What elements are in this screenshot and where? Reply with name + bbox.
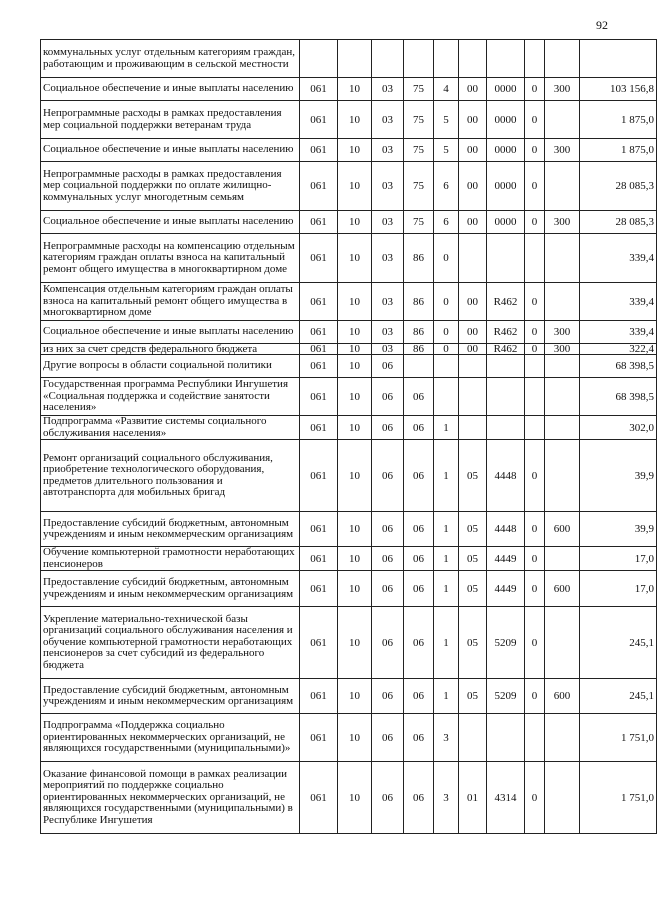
row-code-rz: 10 (338, 211, 372, 234)
row-code-grbs: 061 (300, 344, 338, 355)
table-row (41, 234, 657, 283)
table-row (41, 162, 657, 211)
row-code-p1: 86 (404, 321, 434, 344)
row-code-rz: 10 (338, 440, 372, 512)
row-amount: 1 875,0 (580, 101, 657, 139)
row-code-p1 (404, 355, 434, 378)
row-code-p1 (404, 40, 434, 78)
row-code-p5: 0 (525, 211, 545, 234)
row-code-p2: 0 (434, 234, 459, 283)
row-code-vr (545, 714, 580, 762)
row-amount: 28 085,3 (580, 162, 657, 211)
row-code-pr: 06 (372, 762, 404, 834)
row-code-vr (545, 101, 580, 139)
row-description: Подпрограмма «Развитие системы социального обслуживания населения» (41, 416, 300, 440)
row-code-p5: 0 (525, 440, 545, 512)
row-code-vr: 300 (545, 78, 580, 101)
row-code-p1: 06 (404, 607, 434, 679)
row-code-p4: R462 (487, 344, 525, 355)
table-row (41, 571, 657, 607)
row-code-grbs: 061 (300, 512, 338, 547)
row-amount: 1 751,0 (580, 762, 657, 834)
row-code-p4 (487, 416, 525, 440)
row-code-p5: 0 (525, 321, 545, 344)
row-code-pr: 06 (372, 714, 404, 762)
row-code-grbs: 061 (300, 234, 338, 283)
row-code-pr: 06 (372, 378, 404, 416)
row-code-p5: 0 (525, 344, 545, 355)
row-code-rz: 10 (338, 234, 372, 283)
row-code-rz: 10 (338, 139, 372, 162)
row-code-grbs: 061 (300, 355, 338, 378)
row-code-rz: 10 (338, 378, 372, 416)
row-code-grbs (300, 40, 338, 78)
row-code-p5 (525, 378, 545, 416)
row-code-pr (372, 40, 404, 78)
row-code-vr (545, 40, 580, 78)
row-code-p2: 5 (434, 101, 459, 139)
row-code-p4: 5209 (487, 607, 525, 679)
row-code-p3 (459, 234, 487, 283)
row-code-pr: 03 (372, 283, 404, 321)
row-code-p5: 0 (525, 547, 545, 571)
row-code-p2: 0 (434, 283, 459, 321)
row-code-p5 (525, 40, 545, 78)
row-code-vr (545, 607, 580, 679)
row-code-p3: 00 (459, 139, 487, 162)
row-code-grbs: 061 (300, 762, 338, 834)
row-code-p5 (525, 355, 545, 378)
row-code-pr: 06 (372, 355, 404, 378)
row-code-p4: 4448 (487, 440, 525, 512)
table-row (41, 78, 657, 101)
row-code-p1: 06 (404, 679, 434, 714)
row-code-pr: 03 (372, 139, 404, 162)
table-row (41, 547, 657, 571)
row-code-p5: 0 (525, 512, 545, 547)
row-code-p3: 05 (459, 440, 487, 512)
table-row (41, 607, 657, 679)
row-description: из них за счет средств федерального бюджета (41, 344, 300, 355)
row-code-p5 (525, 416, 545, 440)
row-code-p1: 75 (404, 139, 434, 162)
row-description: Социальное обеспечение и иные выплаты населению (41, 139, 300, 162)
row-code-p2: 5 (434, 139, 459, 162)
row-amount: 68 398,5 (580, 355, 657, 378)
row-code-vr (545, 547, 580, 571)
row-description: Подпрограмма «Поддержка социально ориентированных некоммерческих организаций, не являющихся государственными (муниципальными)» (41, 714, 300, 762)
row-code-vr (545, 416, 580, 440)
row-code-rz: 10 (338, 714, 372, 762)
table-row (41, 101, 657, 139)
row-code-p2: 3 (434, 714, 459, 762)
row-code-p2: 6 (434, 162, 459, 211)
row-code-p4: R462 (487, 321, 525, 344)
row-code-p2: 4 (434, 78, 459, 101)
row-code-pr: 06 (372, 571, 404, 607)
row-description: Социальное обеспечение и иные выплаты населению (41, 78, 300, 101)
row-description: Другие вопросы в области социальной политики (41, 355, 300, 378)
row-code-grbs: 061 (300, 416, 338, 440)
row-code-p1: 75 (404, 211, 434, 234)
row-code-vr (545, 378, 580, 416)
table-row (41, 679, 657, 714)
row-code-pr: 06 (372, 416, 404, 440)
table-row (41, 40, 657, 78)
table-row (41, 512, 657, 547)
row-description: Социальное обеспечение и иные выплаты населению (41, 321, 300, 344)
row-code-pr: 03 (372, 321, 404, 344)
table-row (41, 440, 657, 512)
row-code-p3: 05 (459, 547, 487, 571)
row-description: Компенсация отдельным категориям граждан оплаты взноса на капитальный ремонт общего имущества в многоквартирном доме (41, 283, 300, 321)
row-code-vr: 300 (545, 139, 580, 162)
row-code-p4 (487, 355, 525, 378)
row-code-pr: 03 (372, 101, 404, 139)
row-description: Непрограммные расходы в рамках предоставления мер социальной поддержки по оплате жилищно-коммунальных услуг многодетным семьям (41, 162, 300, 211)
row-amount: 245,1 (580, 607, 657, 679)
row-code-p1: 06 (404, 416, 434, 440)
row-code-pr: 06 (372, 440, 404, 512)
row-code-p1: 75 (404, 162, 434, 211)
row-amount: 17,0 (580, 547, 657, 571)
row-code-p1: 06 (404, 571, 434, 607)
row-code-vr (545, 440, 580, 512)
row-code-p2: 0 (434, 344, 459, 355)
row-code-grbs: 061 (300, 283, 338, 321)
row-code-p5: 0 (525, 762, 545, 834)
row-description: коммунальных услуг отдельным категориям граждан, работающим и проживающим в сельской местности (41, 40, 300, 78)
row-code-rz: 10 (338, 355, 372, 378)
table-body (41, 40, 657, 834)
row-code-p2: 1 (434, 607, 459, 679)
row-code-p3 (459, 416, 487, 440)
row-code-vr (545, 234, 580, 283)
row-code-rz (338, 40, 372, 78)
row-amount (580, 40, 657, 78)
row-code-p2: 1 (434, 547, 459, 571)
row-code-p4 (487, 234, 525, 283)
row-code-p1: 06 (404, 714, 434, 762)
row-code-p5 (525, 714, 545, 762)
row-code-vr: 300 (545, 321, 580, 344)
row-code-p3: 00 (459, 78, 487, 101)
row-amount: 339,4 (580, 283, 657, 321)
row-code-p2: 0 (434, 321, 459, 344)
row-code-p4 (487, 40, 525, 78)
row-amount: 245,1 (580, 679, 657, 714)
row-code-p2: 6 (434, 211, 459, 234)
row-code-p3 (459, 378, 487, 416)
row-code-p1: 86 (404, 234, 434, 283)
row-code-grbs: 061 (300, 211, 338, 234)
table-row (41, 321, 657, 344)
row-code-p3: 05 (459, 512, 487, 547)
table-row (41, 355, 657, 378)
row-code-p3: 00 (459, 344, 487, 355)
row-code-p4: 0000 (487, 101, 525, 139)
row-code-rz: 10 (338, 283, 372, 321)
row-code-p2: 1 (434, 416, 459, 440)
row-code-rz: 10 (338, 762, 372, 834)
row-code-rz: 10 (338, 101, 372, 139)
row-code-vr (545, 283, 580, 321)
row-code-vr: 600 (545, 679, 580, 714)
row-description: Обучение компьютерной грамотности неработающих пенсионеров (41, 547, 300, 571)
row-code-p1: 75 (404, 78, 434, 101)
row-code-p4: 0000 (487, 211, 525, 234)
row-amount: 339,4 (580, 321, 657, 344)
row-code-p3: 05 (459, 607, 487, 679)
row-code-p4: 0000 (487, 78, 525, 101)
row-code-p1: 06 (404, 378, 434, 416)
table-row (41, 344, 657, 355)
row-description: Социальное обеспечение и иные выплаты населению (41, 211, 300, 234)
row-description: Оказание финансовой помощи в рамках реализации мероприятий по поддержке социально ориентированных некоммерческих организаций, не являющихся государственными (муниципальными) в Республике Ингушетия (41, 762, 300, 834)
row-amount: 39,9 (580, 512, 657, 547)
row-code-rz: 10 (338, 679, 372, 714)
table-row (41, 211, 657, 234)
row-code-p4: 0000 (487, 139, 525, 162)
budget-table (40, 39, 657, 834)
row-code-p2: 3 (434, 762, 459, 834)
row-code-pr: 03 (372, 162, 404, 211)
row-amount: 1 875,0 (580, 139, 657, 162)
row-code-grbs: 061 (300, 321, 338, 344)
table-row (41, 714, 657, 762)
row-code-rz: 10 (338, 162, 372, 211)
row-code-p4: R462 (487, 283, 525, 321)
row-code-p2: 1 (434, 571, 459, 607)
row-code-rz: 10 (338, 547, 372, 571)
row-code-p2: 1 (434, 440, 459, 512)
row-code-grbs: 061 (300, 162, 338, 211)
row-code-p5: 0 (525, 607, 545, 679)
row-code-grbs: 061 (300, 378, 338, 416)
row-code-rz: 10 (338, 571, 372, 607)
row-code-grbs: 061 (300, 101, 338, 139)
row-amount: 1 751,0 (580, 714, 657, 762)
row-code-vr (545, 162, 580, 211)
row-code-p3: 05 (459, 679, 487, 714)
table-row (41, 139, 657, 162)
row-description: Непрограммные расходы в рамках предоставления мер социальной поддержки ветеранам труда (41, 101, 300, 139)
row-code-grbs: 061 (300, 679, 338, 714)
row-code-rz: 10 (338, 78, 372, 101)
table-row (41, 762, 657, 834)
row-code-p4: 5209 (487, 679, 525, 714)
row-code-grbs: 061 (300, 714, 338, 762)
row-code-p5: 0 (525, 571, 545, 607)
row-code-p3: 00 (459, 321, 487, 344)
row-amount: 103 156,8 (580, 78, 657, 101)
row-code-rz: 10 (338, 607, 372, 679)
row-code-p5: 0 (525, 139, 545, 162)
row-code-p5 (525, 234, 545, 283)
row-amount: 322,4 (580, 344, 657, 355)
row-description: Предоставление субсидий бюджетным, автономным учреждениям и иным некоммерческим организациям (41, 679, 300, 714)
row-description: Государственная программа Республики Ингушетия «Социальная поддержка и содействие занятости населения» (41, 378, 300, 416)
row-code-p4: 0000 (487, 162, 525, 211)
row-description: Предоставление субсидий бюджетным, автономным учреждениям и иным некоммерческим организациям (41, 571, 300, 607)
row-code-pr: 06 (372, 679, 404, 714)
row-code-pr: 06 (372, 512, 404, 547)
row-description: Предоставление субсидий бюджетным, автономным учреждениям и иным некоммерческим организациям (41, 512, 300, 547)
row-amount: 39,9 (580, 440, 657, 512)
row-code-p4: 4314 (487, 762, 525, 834)
row-code-rz: 10 (338, 512, 372, 547)
row-description: Укрепление материально-технической базы организаций социального обслуживания населения и обучение компьютерной грамотности неработающих пенсионеров за счет субсидий из федерального бюджета (41, 607, 300, 679)
row-code-p2: 1 (434, 679, 459, 714)
row-code-p2: 1 (434, 512, 459, 547)
row-amount: 68 398,5 (580, 378, 657, 416)
row-code-p4: 4449 (487, 571, 525, 607)
row-code-p1: 06 (404, 440, 434, 512)
row-code-p1: 86 (404, 283, 434, 321)
row-code-p5: 0 (525, 78, 545, 101)
row-code-p5: 0 (525, 101, 545, 139)
row-code-p2 (434, 378, 459, 416)
row-code-pr: 03 (372, 211, 404, 234)
row-amount: 302,0 (580, 416, 657, 440)
row-code-grbs: 061 (300, 547, 338, 571)
row-code-p1: 06 (404, 512, 434, 547)
row-amount: 17,0 (580, 571, 657, 607)
row-code-rz: 10 (338, 344, 372, 355)
table-row (41, 283, 657, 321)
row-code-p3: 01 (459, 762, 487, 834)
row-code-p1: 75 (404, 101, 434, 139)
row-code-p5: 0 (525, 679, 545, 714)
row-code-grbs: 061 (300, 78, 338, 101)
table-row (41, 416, 657, 440)
row-code-grbs: 061 (300, 607, 338, 679)
row-code-p1: 06 (404, 762, 434, 834)
row-code-pr: 03 (372, 344, 404, 355)
row-amount: 339,4 (580, 234, 657, 283)
row-code-pr: 03 (372, 234, 404, 283)
row-description: Ремонт организаций социального обслуживания, приобретение технологического оборудования, предметов длительного пользования и автотранспорта для мобильных бригад (41, 440, 300, 512)
row-code-p1: 06 (404, 547, 434, 571)
row-code-p3 (459, 40, 487, 78)
row-code-p3: 00 (459, 283, 487, 321)
row-code-rz: 10 (338, 416, 372, 440)
row-code-p3: 00 (459, 101, 487, 139)
row-code-pr: 06 (372, 607, 404, 679)
row-code-vr (545, 355, 580, 378)
row-code-grbs: 061 (300, 139, 338, 162)
row-code-vr (545, 762, 580, 834)
row-description: Непрограммные расходы на компенсацию отдельным категориям граждан оплаты взноса на капитальный ремонт общего имущества в многоквартирном доме (41, 234, 300, 283)
row-code-pr: 03 (372, 78, 404, 101)
row-code-p5: 0 (525, 162, 545, 211)
row-code-vr: 300 (545, 211, 580, 234)
row-code-p3: 00 (459, 211, 487, 234)
page-number: 92 (596, 18, 608, 32)
row-code-p2 (434, 40, 459, 78)
row-code-vr: 600 (545, 571, 580, 607)
row-code-p3 (459, 355, 487, 378)
row-code-p4: 4448 (487, 512, 525, 547)
row-code-vr: 600 (545, 512, 580, 547)
row-code-p3: 00 (459, 162, 487, 211)
row-amount: 28 085,3 (580, 211, 657, 234)
row-code-rz: 10 (338, 321, 372, 344)
row-code-p3 (459, 714, 487, 762)
row-code-p4 (487, 714, 525, 762)
row-code-p3: 05 (459, 571, 487, 607)
row-code-p2 (434, 355, 459, 378)
row-code-p4 (487, 378, 525, 416)
row-code-grbs: 061 (300, 440, 338, 512)
table-row (41, 378, 657, 416)
row-code-grbs: 061 (300, 571, 338, 607)
row-code-p1: 86 (404, 344, 434, 355)
row-code-vr: 300 (545, 344, 580, 355)
row-code-p4: 4449 (487, 547, 525, 571)
row-code-pr: 06 (372, 547, 404, 571)
row-code-p5: 0 (525, 283, 545, 321)
